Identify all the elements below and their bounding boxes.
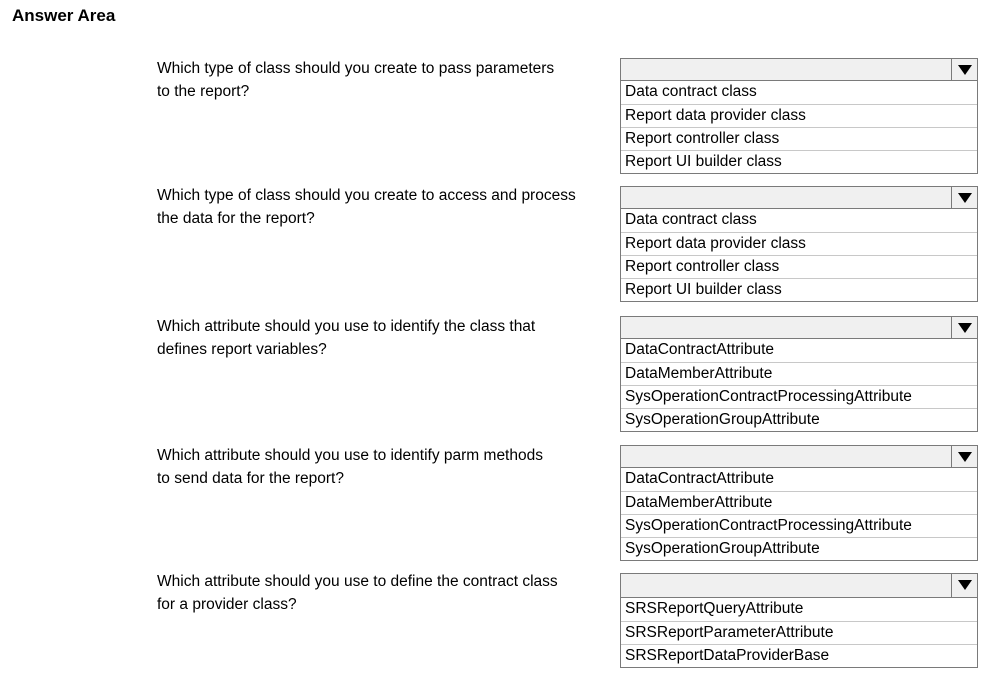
answer-dropdown-5[interactable] [620, 573, 978, 668]
question-2-line-1: Which type of class should you create to access and process [157, 187, 576, 204]
question-1-line-2: to the report? [157, 83, 250, 100]
dropdown-3-selected[interactable] [621, 317, 977, 339]
dropdown-2-option[interactable]: Report data provider class [621, 232, 977, 255]
dropdown-4-option[interactable]: SysOperationContractProcessingAttribute [621, 514, 977, 537]
question-2 [157, 184, 612, 230]
question-2-line-2: the data for the report? [157, 210, 315, 227]
dropdown-1-selected[interactable] [621, 59, 977, 81]
answer-dropdown-3[interactable] [620, 316, 978, 432]
question-3 [157, 315, 612, 361]
dropdown-1-option[interactable]: Data contract class [621, 81, 977, 104]
dropdown-2-selected[interactable] [621, 187, 977, 209]
dropdown-4-option[interactable]: DataMemberAttribute [621, 491, 977, 514]
dropdown-5-options [621, 598, 977, 667]
chevron-down-icon[interactable] [951, 574, 977, 597]
dropdown-3-options [621, 339, 977, 431]
chevron-down-icon[interactable] [951, 446, 977, 467]
question-1 [157, 57, 612, 103]
question-4-line-1: Which attribute should you use to identify parm methods [157, 447, 543, 464]
question-4 [157, 444, 612, 490]
answer-dropdown-1[interactable] [620, 58, 978, 174]
question-3-line-2: defines report variables? [157, 341, 327, 358]
dropdown-2-option[interactable]: Report UI builder class [621, 278, 977, 301]
dropdown-5-option[interactable]: SRSReportQueryAttribute [621, 598, 977, 621]
dropdown-3-option[interactable]: DataMemberAttribute [621, 362, 977, 385]
dropdown-3-option[interactable]: SysOperationGroupAttribute [621, 408, 977, 431]
dropdown-5-option[interactable]: SRSReportDataProviderBase [621, 644, 977, 667]
chevron-down-icon[interactable] [951, 317, 977, 338]
dropdown-1-option[interactable]: Report controller class [621, 127, 977, 150]
chevron-down-icon[interactable] [951, 59, 977, 80]
answer-area-title: Answer Area [12, 6, 116, 25]
answer-dropdown-4[interactable] [620, 445, 978, 561]
dropdown-4-selected[interactable] [621, 446, 977, 468]
answer-dropdown-2[interactable] [620, 186, 978, 302]
dropdown-1-option[interactable]: Report UI builder class [621, 150, 977, 173]
dropdown-4-option[interactable]: DataContractAttribute [621, 468, 977, 491]
dropdown-2-options [621, 209, 977, 301]
dropdown-5-option[interactable]: SRSReportParameterAttribute [621, 621, 977, 644]
dropdown-1-options [621, 81, 977, 173]
dropdown-4-options [621, 468, 977, 560]
dropdown-2-option[interactable]: Report controller class [621, 255, 977, 278]
question-1-line-1: Which type of class should you create to pass parameters [157, 60, 555, 77]
question-5-line-2: for a provider class? [157, 596, 297, 613]
question-4-line-2: to send data for the report? [157, 470, 344, 487]
dropdown-3-option[interactable]: DataContractAttribute [621, 339, 977, 362]
dropdown-2-option[interactable]: Data contract class [621, 209, 977, 232]
dropdown-1-option[interactable]: Report data provider class [621, 104, 977, 127]
dropdown-5-selected[interactable] [621, 574, 977, 598]
dropdown-3-option[interactable]: SysOperationContractProcessingAttribute [621, 385, 977, 408]
question-5-line-1: Which attribute should you use to define the contract class [157, 573, 558, 590]
question-5 [157, 570, 612, 616]
question-3-line-1: Which attribute should you use to identify the class that [157, 318, 536, 335]
dropdown-4-option[interactable]: SysOperationGroupAttribute [621, 537, 977, 560]
chevron-down-icon[interactable] [951, 187, 977, 208]
